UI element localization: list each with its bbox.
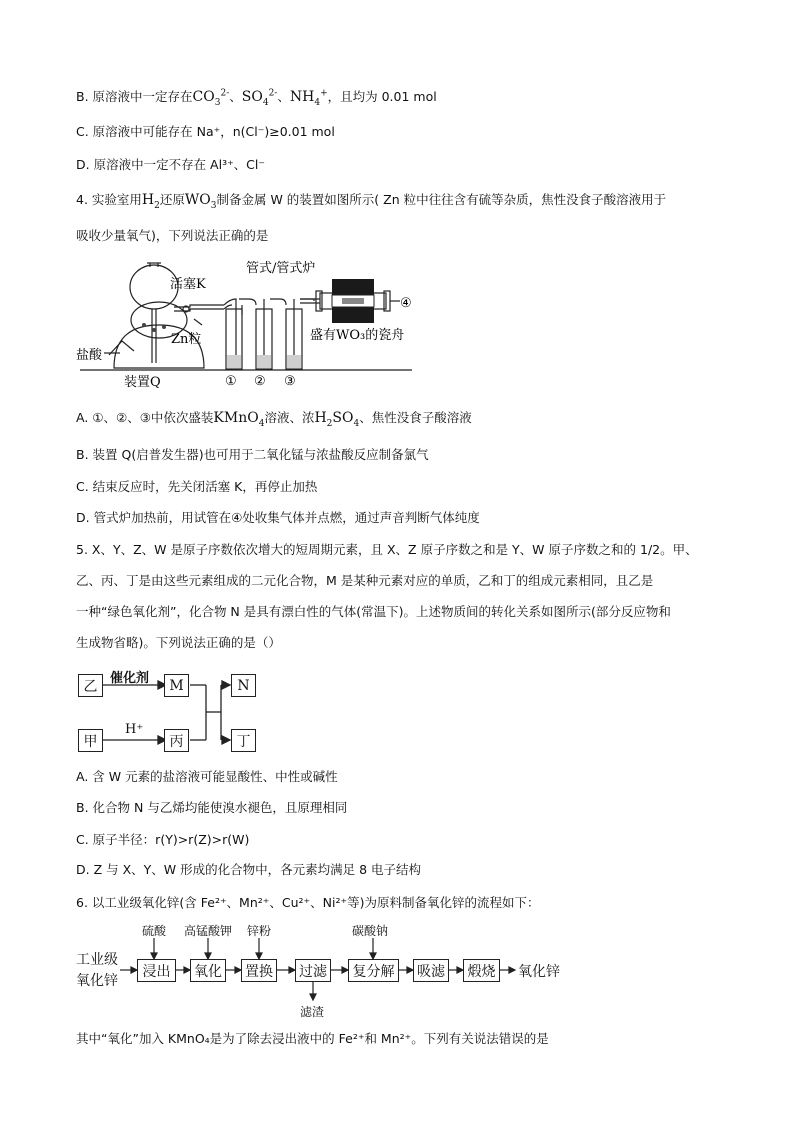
reagent-permanganate: 高锰酸钾 [184, 924, 233, 938]
q3-option-b: B. 原溶液中一定存在$CO_3^{2-}$、$SO_4^{2-}$、$NH_4^+$，且均为 0.01 mol [76, 88, 437, 108]
node-ding: 丁 [231, 729, 256, 752]
label-catalyst: 催化剂 [110, 671, 150, 686]
label-valve: 活塞K [170, 277, 206, 292]
node-n: N [231, 674, 256, 697]
q3-option-c: C. 原溶液中可能存在 Na⁺，n(Cl⁻)≥0.01 mol [76, 124, 335, 139]
node-bing: 丙 [164, 729, 189, 752]
ion-sulfate: SO [241, 89, 263, 105]
label-bottle-1: ① [225, 374, 237, 389]
q4-stem-line2: 吸收少量氧气)，下列说法正确的是 [76, 228, 269, 243]
ion-carbonate: CO [192, 89, 215, 105]
step-replacement: 置换 [241, 959, 277, 982]
node-jia: 甲 [78, 729, 103, 752]
q4-stem-line1: 4. 实验室用$H_2$还原$WO_3$制备金属 W 的装置如图所示( Zn 粒中往往含有硫等杂质，焦性没食子酸溶液用于 [76, 192, 667, 211]
q5-option-c: C. 原子半径：r(Y)>r(Z)>r(W) [76, 832, 250, 847]
q6-stem: 6. 以工业级氧化锌(含 Fe²⁺、Mn²⁺、Cu²⁺、Ni²⁺等)为原料制备氧化锌的流程如下： [76, 895, 540, 910]
label-bottle-2: ② [254, 374, 266, 389]
q6-note: 其中“氧化”加入 KMnO₄是为了除去浸出液中的 Fe²⁺和 Mn²⁺。下列有关说法错误的是 [76, 1031, 549, 1046]
step-metathesis: 复分解 [348, 959, 399, 982]
step-filtration: 过滤 [295, 959, 331, 982]
label-hplus: H⁺ [125, 722, 144, 737]
reagent-zinc-powder: 锌粉 [247, 924, 272, 938]
node-yi: 乙 [78, 674, 103, 697]
step-leaching: 浸出 [137, 959, 176, 982]
flow-start-line1: 工业级 [76, 952, 118, 968]
ion-ammonium: NH [289, 89, 315, 105]
q5-stem-line1: 5. X、Y、Z、W 是原子序数依次增大的短周期元素，且 X、Z 原子序数之和是 Y、W 原子序数之和的 1/2。甲、 [76, 542, 698, 557]
q5-stem-line4: 生成物省略)。下列说法正确的是（） [76, 635, 281, 650]
apparatus-figure [74, 255, 419, 390]
step-suction-filtration: 吸滤 [413, 959, 449, 982]
q5-stem-line3: 一种“绿色氧化剂”，化合物 N 是具有漂白性的气体(常温下)。上述物质间的转化关系如图所示(部分反应物和 [76, 604, 671, 619]
q4-option-a: A. ①、②、③中依次盛装KMnO$_4$溶液、浓$H_2SO_4$、焦性没食子酸溶液 [76, 410, 472, 429]
label-boat: 盛有WO₃的瓷舟 [310, 328, 405, 343]
label-device-q: 装置Q [124, 375, 161, 390]
flow-start-line2: 氧化锌 [76, 973, 118, 989]
q3-option-d: D. 原溶液中一定不存在 Al³⁺、Cl⁻ [76, 157, 265, 172]
reagent-sodium-carbonate: 碳酸钠 [352, 924, 389, 938]
label-acid: 盐酸 [76, 348, 103, 363]
flow-residue: 滤渣 [300, 1005, 325, 1019]
q4-option-c: C. 结束反应时，先关闭活塞 K，再停止加热 [76, 479, 318, 494]
flow-product: 氧化锌 [518, 964, 560, 980]
label-zn: Zn粒 [171, 332, 202, 347]
node-m: M [164, 674, 189, 697]
q4-option-d: D. 管式炉加热前，用试管在④处收集气体并点燃，通过声音判断气体纯度 [76, 510, 480, 525]
step-calcination: 煅烧 [463, 959, 500, 982]
label-outlet-4: ④ [400, 296, 412, 311]
label-furnace: 管式/管式炉 [246, 261, 316, 276]
q5-option-d: D. Z 与 X、Y、W 形成的化合物中，各元素均满足 8 电子结构 [76, 862, 422, 877]
q5-option-b: B. 化合物 N 与乙烯均能使溴水褪色，且原理相同 [76, 800, 348, 815]
q4-option-b: B. 装置 Q(启普发生器)也可用于二氧化锰与浓盐酸反应制备氯气 [76, 447, 429, 462]
reagent-sulfuric-acid: 硫酸 [142, 924, 167, 938]
label-bottle-3: ③ [284, 374, 296, 389]
step-oxidation: 氧化 [190, 959, 226, 982]
q5-option-a: A. 含 W 元素的盐溶液可能显酸性、中性或碱性 [76, 769, 338, 784]
q5-stem-line2: 乙、丙、丁是由这些元素组成的二元化合物，M 是某种元素对应的单质，乙和丁的组成元素相同，且乙是 [76, 573, 654, 588]
